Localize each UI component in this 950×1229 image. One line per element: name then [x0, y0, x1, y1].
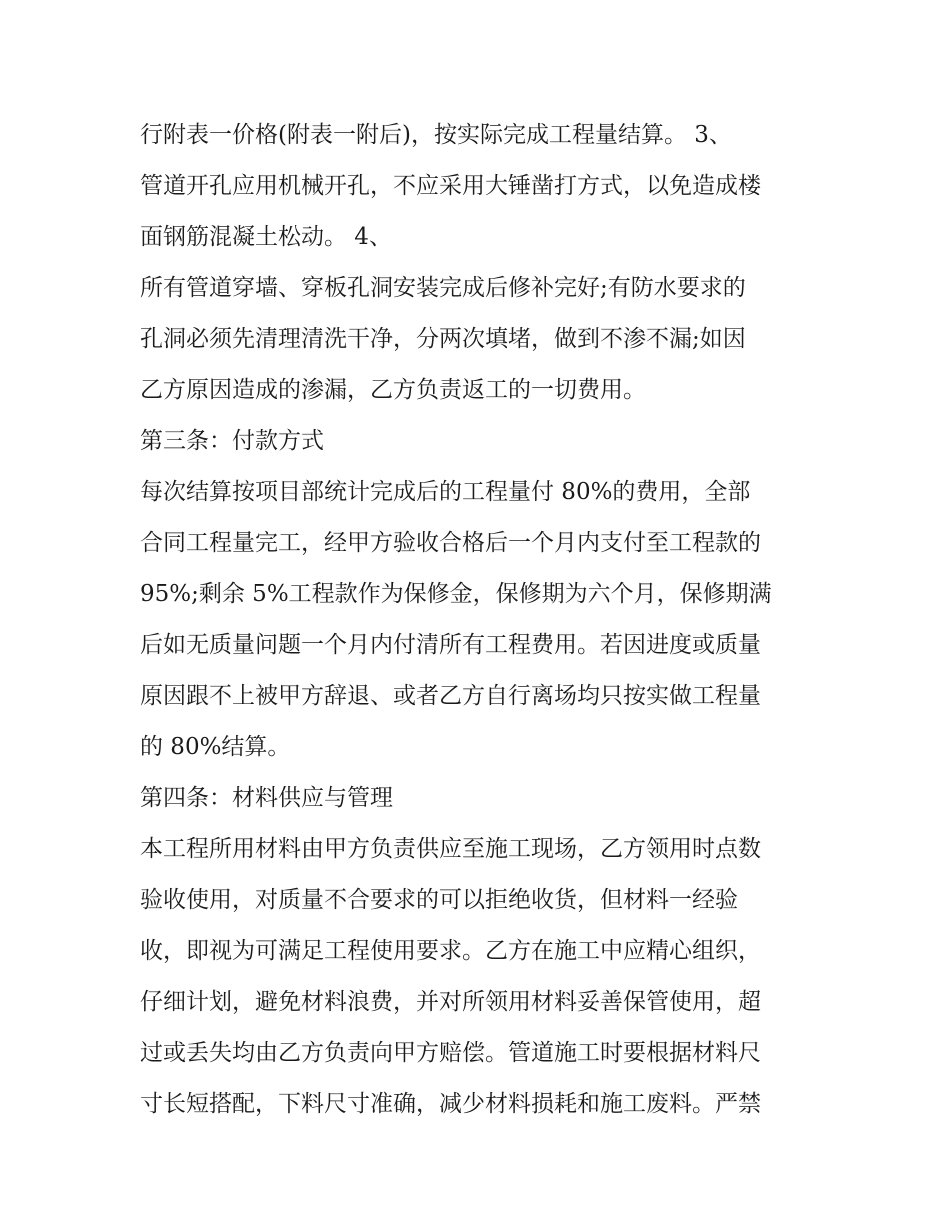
- text-line: 的 80%结算。: [140, 734, 291, 760]
- section-heading-materials: 第四条：材料供应与管理: [140, 785, 393, 811]
- section-heading-payment: 第三条：付款方式: [140, 428, 324, 454]
- text-line: 原因跟不上被甲方辞退、或者乙方自行离场均只按实做工程量: [140, 683, 761, 709]
- text-line: 乙方原因造成的渗漏，乙方负责返工的一切费用。: [140, 377, 646, 403]
- text-line: 面钢筋混凝土松动。 4、: [140, 224, 392, 250]
- text-line: 验收使用，对质量不合要求的可以拒绝收货，但材料一经验: [140, 887, 738, 913]
- text-line: 孔洞必须先清理清洗干净，分两次填堵，做到不渗不漏;如因: [140, 326, 746, 352]
- text-line: 管道开孔应用机械开孔，不应采用大锤凿打方式，以免造成楼: [140, 173, 761, 199]
- text-line: 过或丢失均由乙方负责向甲方赔偿。管道施工时要根据材料尺: [140, 1040, 761, 1066]
- text-line: 本工程所用材料由甲方负责供应至施工现场，乙方领用时点数: [140, 836, 761, 862]
- text-line: 行附表一价格(附表一附后)，按实际完成工程量结算。 3、: [140, 122, 732, 148]
- text-line: 每次结算按项目部统计完成后的工程量付 80%的费用，全部: [140, 479, 751, 505]
- text-line: 收，即视为可满足工程使用要求。乙方在施工中应精心组织，: [140, 938, 761, 964]
- text-line: 仔细计划，避免材料浪费，并对所领用材料妥善保管使用，超: [140, 989, 761, 1015]
- text-line: 寸长短搭配，下料尺寸准确，减少材料损耗和施工废料。严禁: [140, 1091, 761, 1117]
- text-line: 合同工程量完工，经甲方验收合格后一个月内支付至工程款的: [140, 530, 761, 556]
- text-line: 所有管道穿墙、穿板孔洞安装完成后修补完好;有防水要求的: [140, 275, 746, 301]
- text-line: 后如无质量问题一个月内付清所有工程费用。若因进度或质量: [140, 632, 761, 658]
- text-line: 95%;剩余 5%工程款作为保修金，保修期为六个月，保修期满: [140, 581, 772, 607]
- contract-text: [140, 110, 830, 1130]
